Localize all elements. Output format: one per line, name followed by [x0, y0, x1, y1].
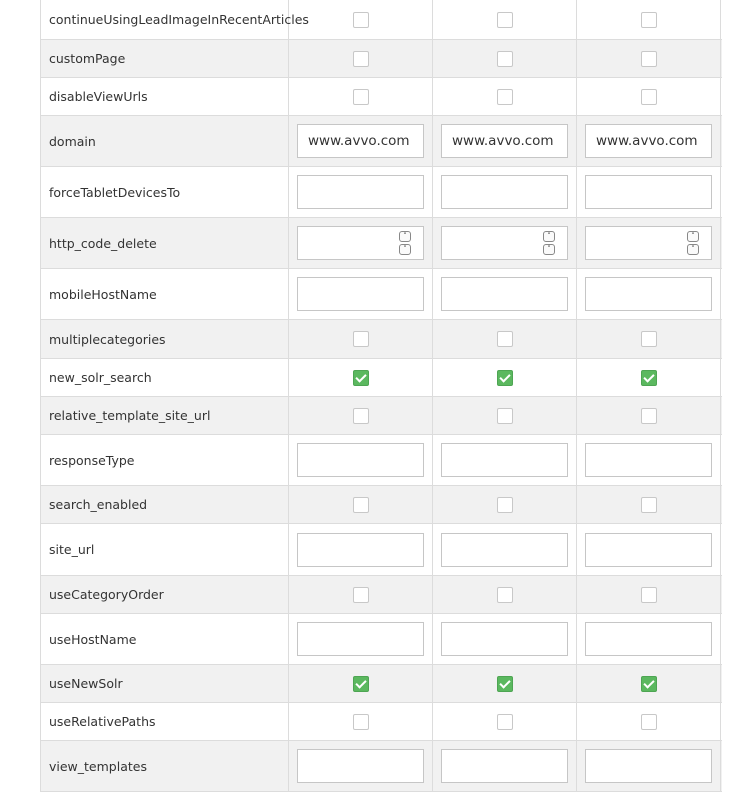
setting-key-label: useNewSolr: [40, 665, 289, 702]
value-cell-col-1: [289, 116, 433, 166]
value-cell-col-3: [577, 665, 721, 702]
http_code_delete-number-input[interactable]: [297, 226, 424, 260]
chevron-down-icon[interactable]: ˅: [687, 244, 699, 255]
setting-row-view_templates: [40, 741, 722, 792]
value-cell-col-2: [433, 218, 577, 268]
site_url-text-input[interactable]: [297, 533, 424, 567]
value-cell-col-1: [289, 665, 433, 702]
domain-text-input[interactable]: [297, 124, 424, 158]
value-cell-col-2: [433, 320, 577, 358]
setting-key-label: site_url: [40, 524, 289, 575]
setting-row-continueUsingLeadImageInRecentArticles: [40, 0, 722, 40]
useNewSolr-checkbox[interactable]: [641, 676, 657, 692]
customPage-checkbox[interactable]: [353, 51, 369, 67]
setting-row-new_solr_search: [40, 359, 722, 397]
multiplecategories-checkbox[interactable]: [641, 331, 657, 347]
setting-row-mobileHostName: [40, 269, 722, 320]
setting-row-useRelativePaths: [40, 703, 722, 741]
new_solr_search-checkbox[interactable]: [353, 370, 369, 386]
value-cell-col-3: [577, 0, 721, 39]
value-cell-col-1: [289, 359, 433, 396]
value-cell-col-3: [577, 116, 721, 166]
value-cell-col-2: [433, 116, 577, 166]
setting-key-label: mobileHostName: [40, 269, 289, 319]
setting-key-label: search_enabled: [40, 486, 289, 523]
value-cell-col-3: [577, 614, 721, 664]
value-cell-col-2: [433, 40, 577, 77]
http_code_delete-number-input[interactable]: [441, 226, 568, 260]
mobileHostName-text-input[interactable]: [441, 277, 568, 311]
value-cell-col-2: [433, 741, 577, 791]
setting-key-label: forceTabletDevicesTo: [40, 167, 289, 217]
useHostName-text-input[interactable]: [441, 622, 568, 656]
view_templates-text-input[interactable]: [441, 749, 568, 783]
setting-row-http_code_delete: [40, 218, 722, 269]
useCategoryOrder-checkbox[interactable]: [353, 587, 369, 603]
spinner-control[interactable]: [399, 231, 411, 255]
value-cell-col-2: [433, 524, 577, 575]
value-cell-col-2: [433, 78, 577, 115]
domain-text-input[interactable]: [441, 124, 568, 158]
setting-key-label: disableViewUrls: [40, 78, 289, 115]
useCategoryOrder-checkbox[interactable]: [497, 587, 513, 603]
relative_template_site_url-checkbox[interactable]: [641, 408, 657, 424]
new_solr_search-checkbox[interactable]: [641, 370, 657, 386]
multiplecategories-checkbox[interactable]: [497, 331, 513, 347]
value-cell-col-2: [433, 614, 577, 664]
setting-row-responseType: [40, 435, 722, 486]
setting-row-site_url: [40, 524, 722, 576]
value-cell-col-3: [577, 486, 721, 523]
responseType-text-input[interactable]: [441, 443, 568, 477]
mobileHostName-text-input[interactable]: [297, 277, 424, 311]
value-cell-col-1: [289, 40, 433, 77]
view_templates-text-input[interactable]: [297, 749, 424, 783]
setting-row-useHostName: [40, 614, 722, 665]
continueUsingLeadImageInRecentArticles-checkbox[interactable]: [641, 12, 657, 28]
setting-key-label: new_solr_search: [40, 359, 289, 396]
value-cell-col-3: [577, 524, 721, 575]
useRelativePaths-checkbox[interactable]: [353, 714, 369, 730]
value-cell-col-1: [289, 320, 433, 358]
value-cell-col-2: [433, 576, 577, 613]
value-cell-col-3: [577, 576, 721, 613]
setting-key-label: domain: [40, 116, 289, 166]
value-cell-col-3: [577, 320, 721, 358]
setting-key-label: view_templates: [40, 741, 289, 791]
setting-row-search_enabled: [40, 486, 722, 524]
setting-row-domain: [40, 116, 722, 167]
http_code_delete-number-input[interactable]: [585, 226, 712, 260]
setting-row-forceTabletDevicesTo: [40, 167, 722, 218]
site_url-text-input[interactable]: [585, 533, 712, 567]
value-cell-col-3: [577, 269, 721, 319]
responseType-text-input[interactable]: [585, 443, 712, 477]
value-cell-col-2: [433, 665, 577, 702]
spinner-control[interactable]: [687, 231, 699, 255]
site_url-text-input[interactable]: [441, 533, 568, 567]
continueUsingLeadImageInRecentArticles-checkbox[interactable]: [497, 12, 513, 28]
settings-table: [40, 0, 722, 792]
value-cell-col-2: [433, 703, 577, 740]
setting-key-label: responseType: [40, 435, 289, 485]
chevron-up-icon[interactable]: ˄: [543, 231, 555, 242]
customPage-checkbox[interactable]: [497, 51, 513, 67]
value-cell-col-1: [289, 486, 433, 523]
value-cell-col-3: [577, 703, 721, 740]
setting-key-label: useCategoryOrder: [40, 576, 289, 613]
multiplecategories-checkbox[interactable]: [353, 331, 369, 347]
value-cell-col-1: [289, 576, 433, 613]
setting-row-disableViewUrls: [40, 78, 722, 116]
setting-row-relative_template_site_url: [40, 397, 722, 435]
value-cell-col-2: [433, 167, 577, 217]
value-cell-col-3: [577, 167, 721, 217]
value-cell-col-1: [289, 269, 433, 319]
useNewSolr-checkbox[interactable]: [497, 676, 513, 692]
domain-text-input[interactable]: [585, 124, 712, 158]
disableViewUrls-checkbox[interactable]: [497, 89, 513, 105]
setting-row-useNewSolr: [40, 665, 722, 703]
chevron-down-icon[interactable]: ˅: [543, 244, 555, 255]
chevron-up-icon[interactable]: ˄: [687, 231, 699, 242]
useCategoryOrder-checkbox[interactable]: [641, 587, 657, 603]
value-cell-col-1: [289, 167, 433, 217]
value-cell-col-1: [289, 435, 433, 485]
setting-row-useCategoryOrder: [40, 576, 722, 614]
mobileHostName-text-input[interactable]: [585, 277, 712, 311]
value-cell-col-3: [577, 359, 721, 396]
value-cell-col-1: [289, 218, 433, 268]
spinner-control[interactable]: [543, 231, 555, 255]
setting-row-multiplecategories: [40, 320, 722, 359]
useNewSolr-checkbox[interactable]: [353, 676, 369, 692]
responseType-text-input[interactable]: [297, 443, 424, 477]
value-cell-col-3: [577, 435, 721, 485]
search_enabled-checkbox[interactable]: [497, 497, 513, 513]
forceTabletDevicesTo-text-input[interactable]: [297, 175, 424, 209]
value-cell-col-1: [289, 524, 433, 575]
useRelativePaths-checkbox[interactable]: [641, 714, 657, 730]
value-cell-col-1: [289, 614, 433, 664]
value-cell-col-2: [433, 486, 577, 523]
value-cell-col-3: [577, 397, 721, 434]
setting-key-label: http_code_delete: [40, 218, 289, 268]
continueUsingLeadImageInRecentArticles-checkbox[interactable]: [353, 12, 369, 28]
disableViewUrls-checkbox[interactable]: [353, 89, 369, 105]
search_enabled-checkbox[interactable]: [353, 497, 369, 513]
value-cell-col-3: [577, 40, 721, 77]
value-cell-col-2: [433, 359, 577, 396]
value-cell-col-1: [289, 78, 433, 115]
setting-row-customPage: [40, 40, 722, 78]
value-cell-col-2: [433, 0, 577, 39]
useHostName-text-input[interactable]: [297, 622, 424, 656]
value-cell-col-3: [577, 218, 721, 268]
view_templates-text-input[interactable]: [585, 749, 712, 783]
search_enabled-checkbox[interactable]: [641, 497, 657, 513]
setting-key-label: multiplecategories: [40, 320, 289, 358]
setting-key-label: useRelativePaths: [40, 703, 289, 740]
setting-key-label: useHostName: [40, 614, 289, 664]
relative_template_site_url-checkbox[interactable]: [353, 408, 369, 424]
customPage-checkbox[interactable]: [641, 51, 657, 67]
value-cell-col-3: [577, 741, 721, 791]
value-cell-col-2: [433, 435, 577, 485]
value-cell-col-1: [289, 741, 433, 791]
relative_template_site_url-checkbox[interactable]: [497, 408, 513, 424]
disableViewUrls-checkbox[interactable]: [641, 89, 657, 105]
forceTabletDevicesTo-text-input[interactable]: [585, 175, 712, 209]
setting-key-label: relative_template_site_url: [40, 397, 289, 434]
value-cell-col-1: [289, 0, 433, 39]
value-cell-col-1: [289, 397, 433, 434]
value-cell-col-2: [433, 397, 577, 434]
new_solr_search-checkbox[interactable]: [497, 370, 513, 386]
useRelativePaths-checkbox[interactable]: [497, 714, 513, 730]
setting-key-label: customPage: [40, 40, 289, 77]
setting-key-label: continueUsingLeadImageInRecentArticles: [40, 0, 289, 39]
useHostName-text-input[interactable]: [585, 622, 712, 656]
value-cell-col-3: [577, 78, 721, 115]
value-cell-col-1: [289, 703, 433, 740]
chevron-up-icon[interactable]: ˄: [399, 231, 411, 242]
chevron-down-icon[interactable]: ˅: [399, 244, 411, 255]
forceTabletDevicesTo-text-input[interactable]: [441, 175, 568, 209]
value-cell-col-2: [433, 269, 577, 319]
